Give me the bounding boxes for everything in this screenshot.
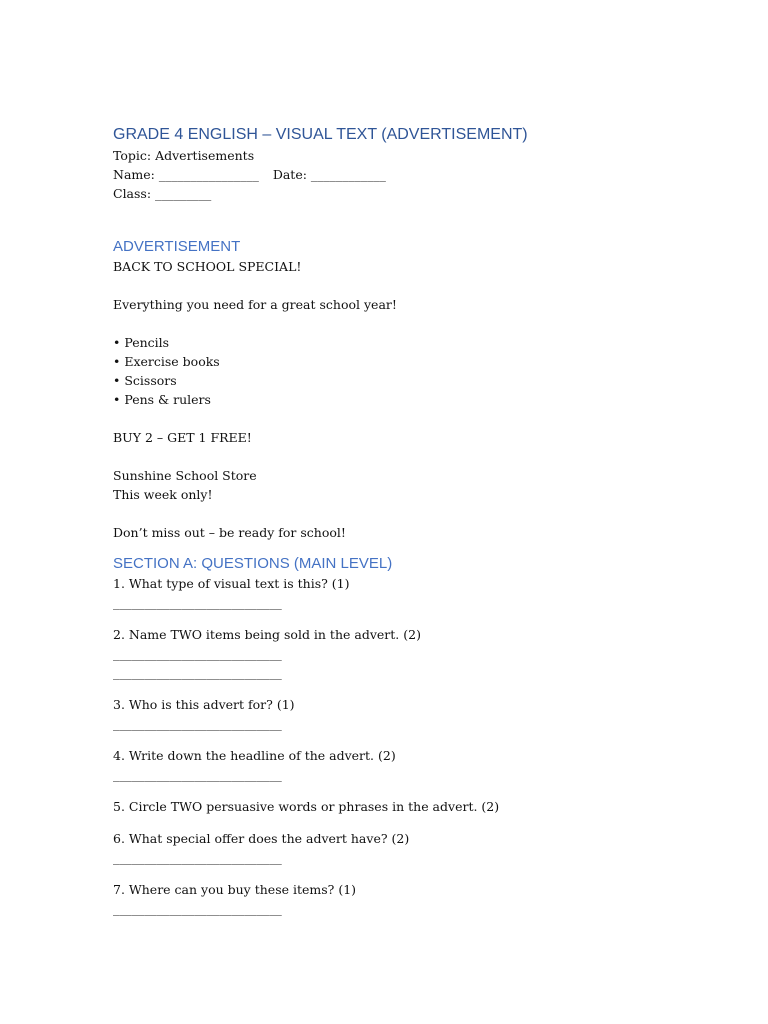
advert-tagline: Everything you need for a great school year! bbox=[113, 297, 397, 312]
question-5: 5. Circle TWO persuasive words or phrases in the advert. (2) bbox=[113, 799, 500, 814]
class-line: Class: _________ bbox=[113, 186, 212, 201]
advert-closing: Don’t miss out – be ready for school! bbox=[113, 525, 346, 540]
answer-line: ___________________________ bbox=[113, 665, 282, 680]
advert-store: Sunshine School Store bbox=[113, 468, 257, 483]
answer-line: ___________________________ bbox=[113, 767, 282, 782]
advert-duration: This week only! bbox=[113, 487, 213, 502]
answer-line: ___________________________ bbox=[113, 595, 282, 610]
question-1: 1. What type of visual text is this? (1) bbox=[113, 576, 350, 591]
advert-headline: BACK TO SCHOOL SPECIAL! bbox=[113, 259, 302, 274]
question-4: 4. Write down the headline of the advert. (2) bbox=[113, 748, 396, 763]
name-field-label: Name: ________________ bbox=[113, 167, 259, 182]
answer-line: ___________________________ bbox=[113, 646, 282, 661]
worksheet-title: GRADE 4 ENGLISH – VISUAL TEXT (ADVERTISEMENT) bbox=[113, 126, 528, 143]
advert-item: • Scissors bbox=[113, 373, 177, 388]
worksheet-page bbox=[113, 124, 673, 918]
question-3: 3. Who is this advert for? (1) bbox=[113, 697, 295, 712]
advertisement-heading: ADVERTISEMENT bbox=[113, 238, 241, 255]
date-field-label: Date: ____________ bbox=[272, 167, 386, 182]
question-7: 7. Where can you buy these items? (1) bbox=[113, 882, 357, 897]
advert-item: • Exercise books bbox=[113, 354, 220, 369]
question-6: 6. What special offer does the advert have? (2) bbox=[113, 831, 410, 846]
answer-line: ___________________________ bbox=[113, 716, 282, 731]
question-2: 2. Name TWO items being sold in the advert. (2) bbox=[113, 627, 421, 642]
section-a-heading: SECTION A: QUESTIONS (MAIN LEVEL) bbox=[113, 555, 393, 572]
advert-offer: BUY 2 – GET 1 FREE! bbox=[113, 430, 252, 445]
advert-item: • Pens & rulers bbox=[113, 392, 211, 407]
advert-item: • Pencils bbox=[113, 335, 170, 350]
name-date-line bbox=[113, 165, 673, 184]
answer-line: ___________________________ bbox=[113, 850, 282, 865]
topic-line: Topic: Advertisements bbox=[113, 148, 255, 163]
answer-line: ___________________________ bbox=[113, 901, 282, 916]
